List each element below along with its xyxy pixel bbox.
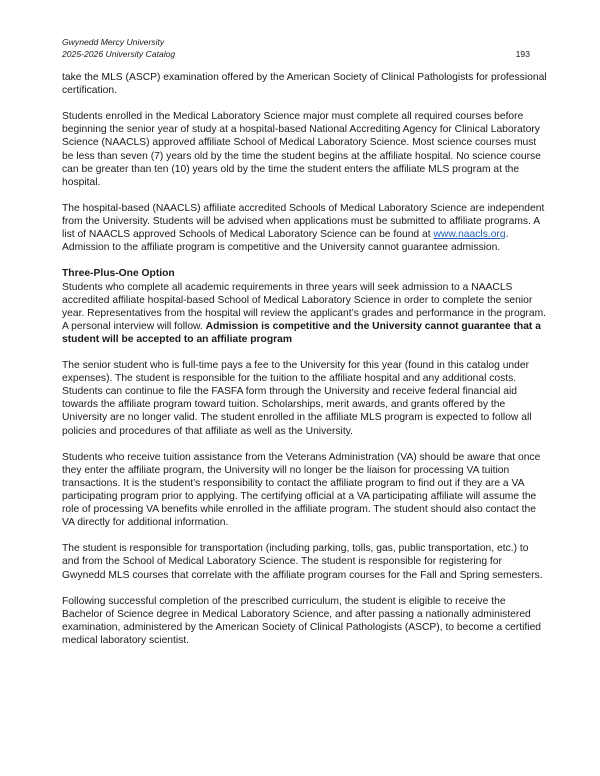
paragraph-text: Students who complete all academic requirements in three years will seek admission to a NAACLS accredited affiliate hospital-based School of Medical Laboratory Science in order to complete the senior year. Representatives from the hospital will review the applicant’s grades and performance in the program. A personal interview will follow. [62,281,547,332]
document-body [62,71,547,660]
paragraph-course-requirements: Students enrolled in the Medical Laboratory Science major must complete all required courses before beginning the senior year of study at a hospital-based National Accrediting Agency for Clinical Laboratory Science (NAACLS) approved affiliate School of Medical Laboratory Science. Most science courses must be less than seven (7) years old by the time the student begins at the affiliate hospital. No science course can be greater than ten (10) years old by the time the student enters the affiliate MLS program at the hospital. [62,111,541,188]
paragraph-three-plus-one [62,281,547,346]
paragraph-va: Students who receive tuition assistance from the Veterans Administration (VA) should be aware that once they enter the affiliate program, the University will no longer be the liaison for processing VA tuition transactions. It is the student’s responsibility to contact the affiliate program to find out if they are a VA participating program prior to applying. The certifying official at a VA participating affiliate will assume the role of processing VA benefits while enrolled in the affiliate program. The student should also contact the VA directly for additional information. [62,451,541,529]
bold-notice: Admission is competitive and the University cannot guarantee that a student will be accepted to an affiliate program [62,320,541,345]
paragraph-completion: Following successful completion of the prescribed curriculum, the student is eligible to receive the Bachelor of Science degree in Medical Laboratory Science, and after passing a nationally administered examination, administered by the American Society of Clinical Pathologists (ASCP), to become a certified medical laboratory scientist. [62,595,542,647]
page-number: 193 [515,49,530,59]
paragraph-affiliate-schools [62,202,547,254]
naacls-link[interactable]: www.naacls.org [433,229,506,241]
paragraph-continuation: take the MLS (ASCP) examination offered by the American Society of Clinical Pathologists for professional certification. [62,72,547,97]
paragraph-transportation: The student is responsible for transportation (including parking, tolls, gas, public transportation, etc.) to and from the School of Medical Laboratory Science. The student is responsible for registering for Gwynedd MLS courses that correlate with the affiliate program courses for the Fall and Spring semesters. [62,543,543,581]
page-header [62,36,530,60]
paragraph-fees: The senior student who is full-time pays a fee to the University for this year (found in this catalog under expenses). The student is responsible for the tuition to the affiliate hospital and any additional costs. Students can continue to file the FASFA form through the University and receive federal financial aid towards the affiliate program toward tuition. Scholarships, merit awards, and grants offered by the University are no longer valid. The student enrolled in the affiliate MLS program is expected to follow all policies and procedures of that affiliate as well as the University. [62,360,532,437]
catalog-title: 2025-2026 University Catalog [62,49,176,59]
section-heading: Three-Plus-One Option [62,268,175,280]
institution-name: Gwynedd Mercy University [62,37,165,47]
paragraph-text: The hospital-based (NAACLS) affiliate accredited Schools of Medical Laboratory Science are independent from the University. Students will be advised when applications must be submitted to affiliate programs. A list of NAACLS approved Schools of Medical Laboratory Science can be found at [62,202,545,241]
paragraph-text: . Admission to the affiliate program is competitive and the University cannot guarantee admission. [62,229,509,254]
